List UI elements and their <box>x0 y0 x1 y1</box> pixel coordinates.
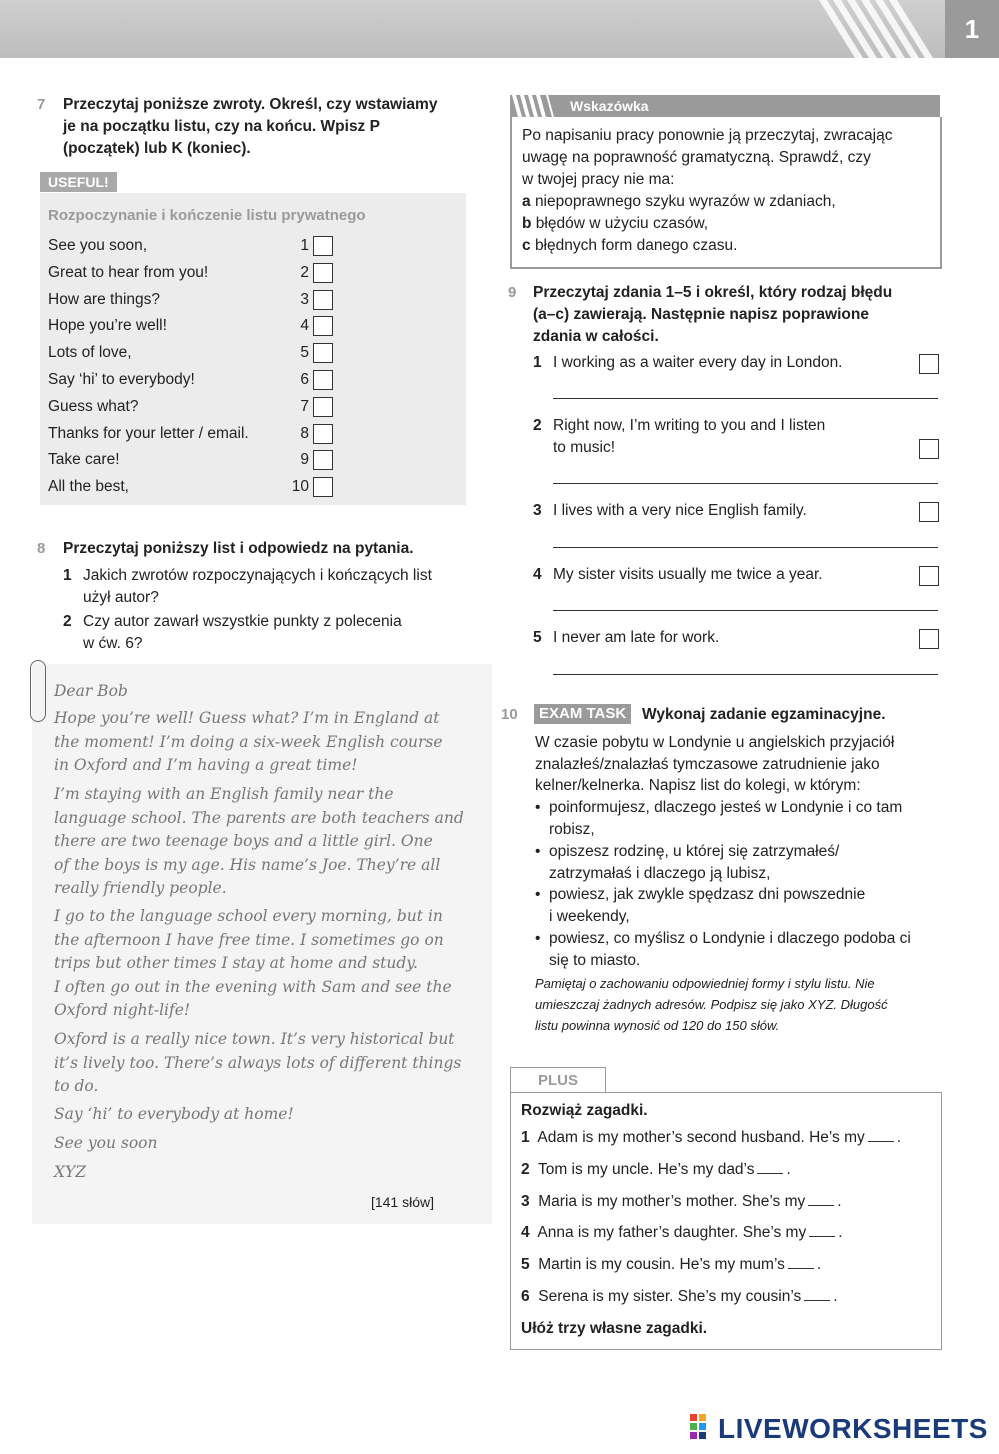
answer-line-3[interactable] <box>553 547 938 548</box>
letter-line: I often go out in the evening with Sam and see the <box>54 977 452 996</box>
riddle-item <box>521 1224 843 1242</box>
exercise-10-instruction: Wykonaj zadanie egzaminacyjne. <box>642 706 886 723</box>
letter-line: language school. The parents are both teachers and <box>54 808 464 827</box>
sentence-5 <box>533 627 939 651</box>
phrase-number: 7 <box>300 397 309 415</box>
note-line: Pamiętaj o zachowaniu odpowiedniej formy i stylu listu. Nie <box>535 976 875 991</box>
question-line: w ćw. 6? <box>83 635 143 652</box>
hint-item-c <box>522 237 737 255</box>
riddle-text: Serena is my sister. She’s my cousin’s <box>538 1288 802 1305</box>
riddle-answer-blank[interactable] <box>757 1161 783 1174</box>
answer-box[interactable] <box>313 424 333 444</box>
letter-line: in Oxford and I’m having a great time! <box>54 756 358 774</box>
phrase-text: See you soon, <box>48 237 148 254</box>
letter-line: really friendly people. <box>54 879 227 897</box>
riddle-item <box>521 1161 791 1179</box>
exercise-7-instruction <box>63 94 483 160</box>
phrase-text: Lots of love, <box>48 344 132 362</box>
riddle-answer-blank[interactable] <box>809 1224 835 1237</box>
bullet-line: i weekendy, <box>549 907 630 925</box>
instruction-line: je na początku listu, czy na końcu. Wpisz P <box>63 118 380 135</box>
sentence-1 <box>533 352 939 376</box>
riddle-item <box>521 1129 901 1147</box>
phrase-text: Hope you’re well! <box>48 317 167 335</box>
hint-header <box>510 95 940 117</box>
answer-box[interactable] <box>313 450 333 470</box>
riddle-text: Maria is my mother’s mother. She’s my <box>538 1192 806 1210</box>
error-type-box[interactable] <box>919 502 939 522</box>
phrase-text: Guess what? <box>48 397 139 415</box>
header-stripes-decoration <box>819 0 959 58</box>
letter-line: I go to the language school every morning, but in <box>54 907 443 925</box>
letter-word-count: [141 słów] <box>370 1194 434 1210</box>
riddle-text: Tom is my uncle. He’s my dad’s <box>537 1160 755 1178</box>
letter-sheet <box>32 664 492 1224</box>
liveworksheets-brand: LIVEWORKSHEETS <box>718 1413 988 1444</box>
bullet-line: zatrzymałaś i dlaczego ją lubisz, <box>549 864 771 882</box>
plus-tab: PLUS <box>510 1067 606 1093</box>
riddle-end: . <box>837 1192 842 1210</box>
footer-branding <box>690 1414 990 1444</box>
bullet-line: opiszesz rodzinę, u której się zatrzymałeś/ <box>549 843 840 860</box>
letter-closing-2: See you soon <box>54 1134 158 1152</box>
question-line: Jakich zwrotów rozpoczynających i kończących list <box>83 567 432 584</box>
useful-box-title: Rozpoczynanie i kończenie listu prywatnego <box>48 207 366 224</box>
liveworksheets-logo-icon <box>690 1414 716 1442</box>
phrase-text: Thanks for your letter / email. <box>48 424 249 442</box>
intro-line: znalazłeś/znalazłaś tymczasowe zatrudnienie jako <box>535 755 880 773</box>
plus-final-task: Ułóż trzy własne zagadki. <box>521 1320 708 1337</box>
sentence-2 <box>533 415 939 461</box>
riddle-text: Adam is my mother’s second husband. He’s my <box>537 1129 865 1146</box>
hint-item-b <box>522 215 708 233</box>
exercise-9-number: 9 <box>508 284 517 301</box>
answer-box[interactable] <box>313 370 333 390</box>
sentence-3 <box>533 500 939 524</box>
exercise-10-note <box>535 973 935 1036</box>
hint-item-a <box>522 193 836 211</box>
intro-line: W czasie pobytu w Londynie u angielskich przyjaciół <box>535 734 895 751</box>
letter-closing-1: Say ‘hi’ to everybody at home! <box>54 1105 294 1123</box>
answer-line-4[interactable] <box>553 610 938 611</box>
riddle-end: . <box>838 1224 843 1242</box>
letter-line: to do. <box>54 1077 99 1095</box>
riddle-number: 1 <box>521 1129 530 1146</box>
sentence-text: My sister visits usually me twice a year. <box>553 566 823 583</box>
question-line: użył autor? <box>83 589 159 606</box>
sentence-number: 5 <box>533 629 542 646</box>
letter-paragraph-4 <box>54 1028 474 1099</box>
question-line: Czy autor zawarł wszystkie punkty z polecenia <box>83 613 402 630</box>
phrase-number: 1 <box>300 237 309 254</box>
answer-line-1[interactable] <box>553 398 938 399</box>
phrase-row <box>48 425 333 451</box>
instruction-line: (początek) lub K (koniec). <box>63 140 251 157</box>
error-type-box[interactable] <box>919 354 939 374</box>
bullet-line: powiesz, jak zwykle spędzasz dni powszednie <box>549 886 866 903</box>
answer-box[interactable] <box>313 316 333 336</box>
answer-box[interactable] <box>313 477 333 497</box>
phrase-number: 5 <box>300 344 309 362</box>
letter-line: trips but other times I stay at home and study. <box>54 954 418 972</box>
exercise-8-number: 8 <box>37 540 46 557</box>
riddle-item <box>521 1288 838 1306</box>
answer-box[interactable] <box>313 236 333 256</box>
riddle-end: . <box>816 1256 822 1274</box>
answer-line-2[interactable] <box>553 483 938 484</box>
riddle-end: . <box>833 1288 838 1305</box>
exam-task-tag: EXAM TASK <box>534 704 631 724</box>
answer-box[interactable] <box>313 343 333 363</box>
bullet-line: robisz, <box>549 820 595 838</box>
riddle-number: 2 <box>521 1160 530 1178</box>
error-type-box[interactable] <box>919 629 939 649</box>
phrase-row <box>48 371 333 397</box>
riddle-answer-blank[interactable] <box>804 1288 830 1301</box>
letter-greeting: Dear Bob <box>54 682 128 700</box>
question-number: 2 <box>63 613 72 630</box>
phrase-row <box>48 398 333 424</box>
letter-line: Oxford night-life! <box>54 1001 191 1019</box>
hint-body <box>510 117 942 269</box>
instruction-line: zdania w całości. <box>533 328 659 345</box>
answer-line-5[interactable] <box>553 674 938 675</box>
sentence-text: I lives with a very nice English family. <box>553 502 807 519</box>
letter-line: Oxford is a really nice town. It’s very historical but <box>54 1030 455 1048</box>
exercise-8-instruction: Przeczytaj poniższy list i odpowiedz na pytania. <box>63 540 414 557</box>
hint-line: uwagę na poprawność gramatyczną. Sprawdź, czy <box>522 149 871 166</box>
riddle-number: 6 <box>521 1288 530 1305</box>
riddle-item <box>521 1193 842 1211</box>
useful-tag: USEFUL! <box>40 172 117 192</box>
letter-line: it’s lively too. There’s always lots of different things <box>54 1053 462 1072</box>
phrase-number: 2 <box>300 263 309 281</box>
instruction-line: (a–c) zawierają. Następnie napisz poprawione <box>533 306 869 323</box>
riddle-text: Anna is my father’s daughter. She’s my <box>537 1224 807 1242</box>
riddle-answer-blank[interactable] <box>868 1129 894 1142</box>
letter-line: the afternoon I have free time. I sometimes go on <box>54 930 444 949</box>
intro-line: kelner/kelnerka. Napisz list do kolegi, w którym: <box>535 777 861 794</box>
sentence-text: Right now, I’m writing to you and I listen <box>553 417 826 434</box>
question-number: 1 <box>63 567 72 584</box>
bullet-icon: • <box>535 799 541 816</box>
bullet-icon: • <box>535 930 541 947</box>
paperclip-icon <box>30 660 46 722</box>
phrase-row <box>48 344 333 370</box>
answer-box[interactable] <box>313 397 333 417</box>
hint-item-text: błędów w użyciu czasów, <box>535 215 709 232</box>
riddle-text: Martin is my cousin. He’s my mum’s <box>538 1256 785 1274</box>
sentence-text: I working as a waiter every day in London. <box>553 354 843 371</box>
sentence-text: to music! <box>553 439 616 456</box>
phrase-row <box>48 264 333 290</box>
bullet-line: poinformujesz, dlaczego jesteś w Londynie i co tam <box>549 799 903 816</box>
riddle-number: 5 <box>521 1256 530 1274</box>
bullet-line: się to miasto. <box>549 951 641 969</box>
phrase-number: 4 <box>300 317 309 335</box>
sentence-number: 4 <box>533 566 542 583</box>
phrase-number: 10 <box>291 478 309 496</box>
exercise-10-number: 10 <box>501 706 518 723</box>
sentence-number: 3 <box>533 502 542 519</box>
bullet-icon: • <box>535 886 541 903</box>
phrase-text: Great to hear from you! <box>48 263 209 281</box>
letter-line: there are two teenage boys and a little girl. One <box>54 832 433 850</box>
phrase-row <box>48 317 333 343</box>
phrase-row <box>48 291 333 317</box>
letter-line: Hope you’re well! Guess what? I’m in England at <box>54 709 440 727</box>
phrase-text: All the best, <box>48 478 129 496</box>
phrase-row <box>48 451 333 477</box>
error-type-box[interactable] <box>919 439 939 459</box>
letter-line: the moment! I’m doing a six-week English course <box>54 732 443 751</box>
sentence-4 <box>533 564 939 588</box>
hint-item-text: niepoprawnego szyku wyrazów w zdaniach, <box>534 193 836 210</box>
phrase-number: 3 <box>300 290 309 308</box>
hint-item-letter: b <box>522 215 532 232</box>
riddle-answer-blank[interactable] <box>808 1193 834 1206</box>
sentence-number: 1 <box>533 354 542 371</box>
sentence-number: 2 <box>533 417 542 434</box>
phrase-text: How are things? <box>48 290 161 308</box>
error-type-box[interactable] <box>919 566 939 586</box>
instruction-line: Przeczytaj zdania 1–5 i określ, który rodzaj błędu <box>533 284 893 301</box>
riddle-item <box>521 1256 821 1274</box>
phrase-row <box>48 237 333 263</box>
hint-item-letter: a <box>522 193 531 210</box>
bullet-icon: • <box>535 843 541 860</box>
hint-line: w twojej pracy nie ma: <box>522 171 675 188</box>
plus-title: Rozwiąż zagadki. <box>521 1102 648 1119</box>
letter-line: I’m staying with an English family near the <box>54 785 394 803</box>
sentence-text: I never am late for work. <box>553 629 720 646</box>
exercise-9-instruction <box>533 282 943 348</box>
exercise-7-number: 7 <box>37 96 46 113</box>
phrase-text: Say ‘hi’ to everybody! <box>48 371 195 388</box>
phrase-number: 6 <box>300 371 309 388</box>
note-line: listu powinna wynosić od 120 do 150 słów. <box>535 1018 780 1033</box>
answer-box[interactable] <box>313 290 333 310</box>
note-line: umieszczaj żadnych adresów. Podpisz się jako XYZ. Długość <box>535 997 888 1012</box>
letter-line: of the boys is my age. His name’s Joe. They’re all <box>54 855 441 874</box>
hint-stripes-icon <box>510 95 560 117</box>
phrase-text: Take care! <box>48 451 120 469</box>
hint-line: Po napisaniu pracy ponownie ją przeczytaj, zwracając <box>522 127 893 144</box>
letter-signature: XYZ <box>54 1163 87 1181</box>
hint-item-text: błędnych form danego czasu. <box>534 237 738 254</box>
answer-box[interactable] <box>313 263 333 283</box>
riddle-end: . <box>786 1160 791 1178</box>
letter-paragraph-3 <box>54 905 474 1023</box>
phrase-row <box>48 478 333 504</box>
riddle-answer-blank[interactable] <box>788 1256 814 1269</box>
page-header-bar <box>0 0 999 58</box>
instruction-line: Przeczytaj poniższe zwroty. Określ, czy wstawiamy <box>63 96 438 113</box>
phrase-number: 8 <box>300 424 309 442</box>
riddle-number: 4 <box>521 1224 530 1242</box>
letter-paragraph-1 <box>54 707 474 778</box>
letter-paragraph-2 <box>54 783 474 901</box>
phrase-number: 9 <box>300 451 309 469</box>
hint-title: Wskazówka <box>570 98 649 114</box>
bullet-line: powiesz, co myślisz o Londynie i dlaczego podoba ci <box>549 930 911 947</box>
riddle-number: 3 <box>521 1192 530 1210</box>
exercise-10-intro <box>535 732 935 797</box>
page-number: 1 <box>945 0 999 58</box>
hint-item-letter: c <box>522 237 531 254</box>
riddle-end: . <box>896 1129 902 1146</box>
